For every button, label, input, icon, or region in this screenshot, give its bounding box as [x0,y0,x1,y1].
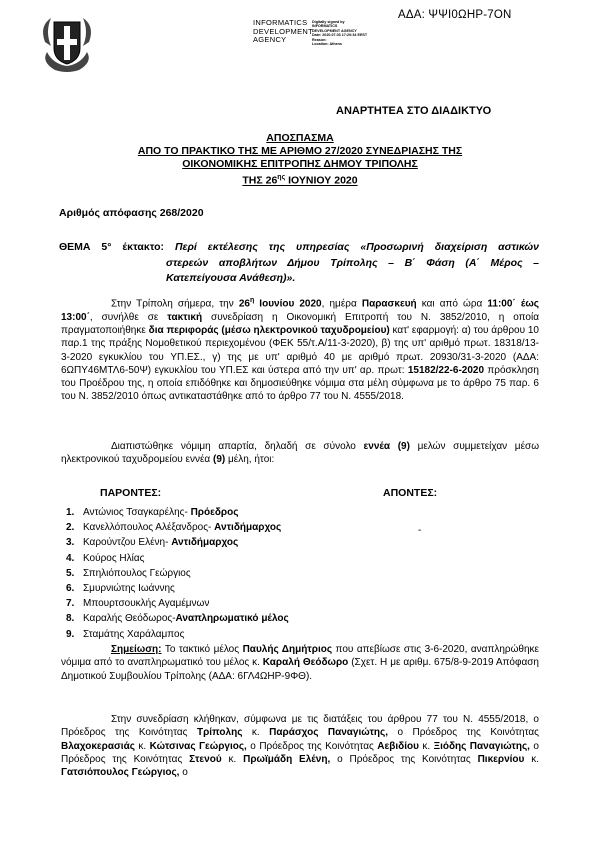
list-item: 1. Αντώνιος Τσαγκαρέλης- Πρόεδρος [66,507,239,518]
list-item: 8. Καραλής Θεόδωρος-Αναπληρωματικό μέλος [66,613,289,625]
paragraph-meeting: Στην Τρίπολη σήμερα, την $26^\eta$ Ιουνίου 2020, ημέρα Παρασκευή και από ώρα 11:00΄ έως 13:00΄, συνήλθε σε τακτική συνεδρίαση η Οικονομική Επιτροπή του Ν. 3852/2010, η οποία πραγματοποιήθηκε δια περιφοράς (μέσω ηλεκτρονικού ταχυδρομείου) κατ' εφαρμογή: α) του άρθρου 10 παρ.1 της πράξης Νομοθετικού περιεχομένου (ΦΕΚ 55/τ.Α/11-3-2020), β) της υπ' αριθμό πρωτ. 18318/13-3-2020 εγκυκλίου του ΥΠ.ΕΣ., γ) της με υπ' αριθμό 40 με αριθμό πρωτ. 20930/31-3-2020 (ΑΔΑ: 6ΩΠΥ46ΜΤΛ6-50Ψ) εγκυκλίου του ΥΠ.ΕΣ και ύστερα από την υπ' αρ. πρωτ: 15182/22-6-2020 πρόσκληση του Προέδρου της, η οποία επιδόθηκε και δημοσιεύθηκε νόμιμα στα μέλη σύμφωνα με το άρθρο 75 παρ. 6 του Ν. 3852/2010 όπως αντικαταστάθηκε από το άρθρο 77 του Ν. 4555/2018. [61,297,540,403]
absent-none: - [418,525,422,536]
subject-label: ΘΕΜΑ 5° έκτακτο: [59,241,175,253]
document-header [60,132,540,188]
present-heading: ΠΑΡΟΝΤΕΣ: [100,487,162,499]
header-committee: ΟΙΚΟΝΟΜΙΚΗΣ ΕΠΙΤΡΟΠΗΣ ΔΗΜΟΥ ΤΡΙΠΟΛΗΣ [182,158,418,170]
paragraph-note: Σημείωση: Το τακτικό μέλος Παυλής Δημήτριος που απεβίωσε στις 3-6-2020, αναπληρώθηκε νόμιμα από το αναπληρωματικό του μέλος κ. Καραλή Θεόδωρο (Σχετ. Η με αριθμ. 675/8-9-2019 Απόφαση Δημοτικού Συμβουλίου Τρίπολης (ΑΔΑ: 6ΓΛ4ΩΗΡ-9ΦΘ). [61,644,540,682]
header-minutes: ΑΠΟ ΤΟ ΠΡΑΚΤΙΚΟ ΤΗΣ ΜΕ ΑΡΙΘΜΟ 27/2020 ΣΥΝΕΔΡΙΑΣΗΣ ΤΗΣ [137,145,463,157]
list-item: 9. Σταμάτης Χαράλαμπος [66,628,185,640]
header-date: ΤΗΣ $26^{\eta\varsigma}$ ΙΟΥΝΙΟΥ 2020 [242,174,358,187]
paragraph-invited: Στην συνεδρίαση κλήθηκαν, σύμφωνα με τις διατάξεις του άρθρου 77 του Ν. 4555/2018, ο Πρόεδρος της Κοινότητας Τρίπολης κ. Παράσχος Παναγιώτης, ο Πρόεδρος της Κοινότητας Βλαχοκερασιάς κ. Κώτσινας Γεώργιος, ο Πρόεδρος της Κοινότητας Αεβιδίου κ. Ξιόδης Παναγιώτης, ο Πρόεδρος της Κοινότητας Στενού κ. Πρωϊμάδη Ελένη, ο Πρόεδρος της Κοινότητας Πικερνίου κ. Γατσιόπουλος Γεώργιος, ο [61,714,539,779]
greek-coat-of-arms-icon [37,12,97,74]
list-item: 4. Κούρος Ηλίας [66,552,145,564]
digital-signature-stamp: Digitally signed by INFORMATICS DEVELOPMENT AGENCY Date: 2020.07.03 17:20:34 EEST Reason: Location: Athens [312,20,368,47]
list-item: 2. Κανελλόπουλος Αλέξανδρος- Αντιδήμαρχος [66,522,282,534]
list-item: 5. Σπηλιόπουλος Γεώργιος [66,567,191,579]
list-item: 7. Μπουρτσουκλής Αγαμέμνων [66,598,210,610]
absent-heading: ΑΠΟΝΤΕΣ: [383,487,438,499]
decision-number: Αριθμός απόφασης 268/2020 [59,207,204,219]
internet-posting-notice: ΑΝΑΡΤΗΤΕΑ ΣΤΟ ΔΙΑΔΙΚΤΥΟ [336,105,492,117]
agency-name: INFORMATICS DEVELOPMENT AGENCY [253,18,313,45]
subject: ΘΕΜΑ 5° έκτακτο: Περί εκτέλεσης της υπηρεσίας «Προσωρινή διαχείριση αστικών στερεών αποβλήτων Δήμου Τρίπολης – Β΄ Φάση (Α΄ Μέρος – Κατεπείγουσα Ανάθεση)». [59,241,540,284]
list-item: 6. Σμυρνιώτης Ιωάννης [66,583,175,595]
present-members-list [66,505,289,642]
paragraph-quorum: Διαπιστώθηκε νόμιμη απαρτία, δηλαδή σε σύνολο εννέα (9) μελών συμμετείχαν μέσω ηλεκτρονικού ταχυδρομείου εννέα (9) μέλη, ήτοι: [61,441,540,466]
ada-code: ΑΔΑ: ΨΨΙ0ΩΗΡ-7ΟΝ [398,9,512,21]
list-item: 3. Καρούντζου Ελένη- Αντιδήμαρχος [66,537,239,549]
header-title: ΑΠΟΣΠΑΣΜΑ [266,132,334,144]
